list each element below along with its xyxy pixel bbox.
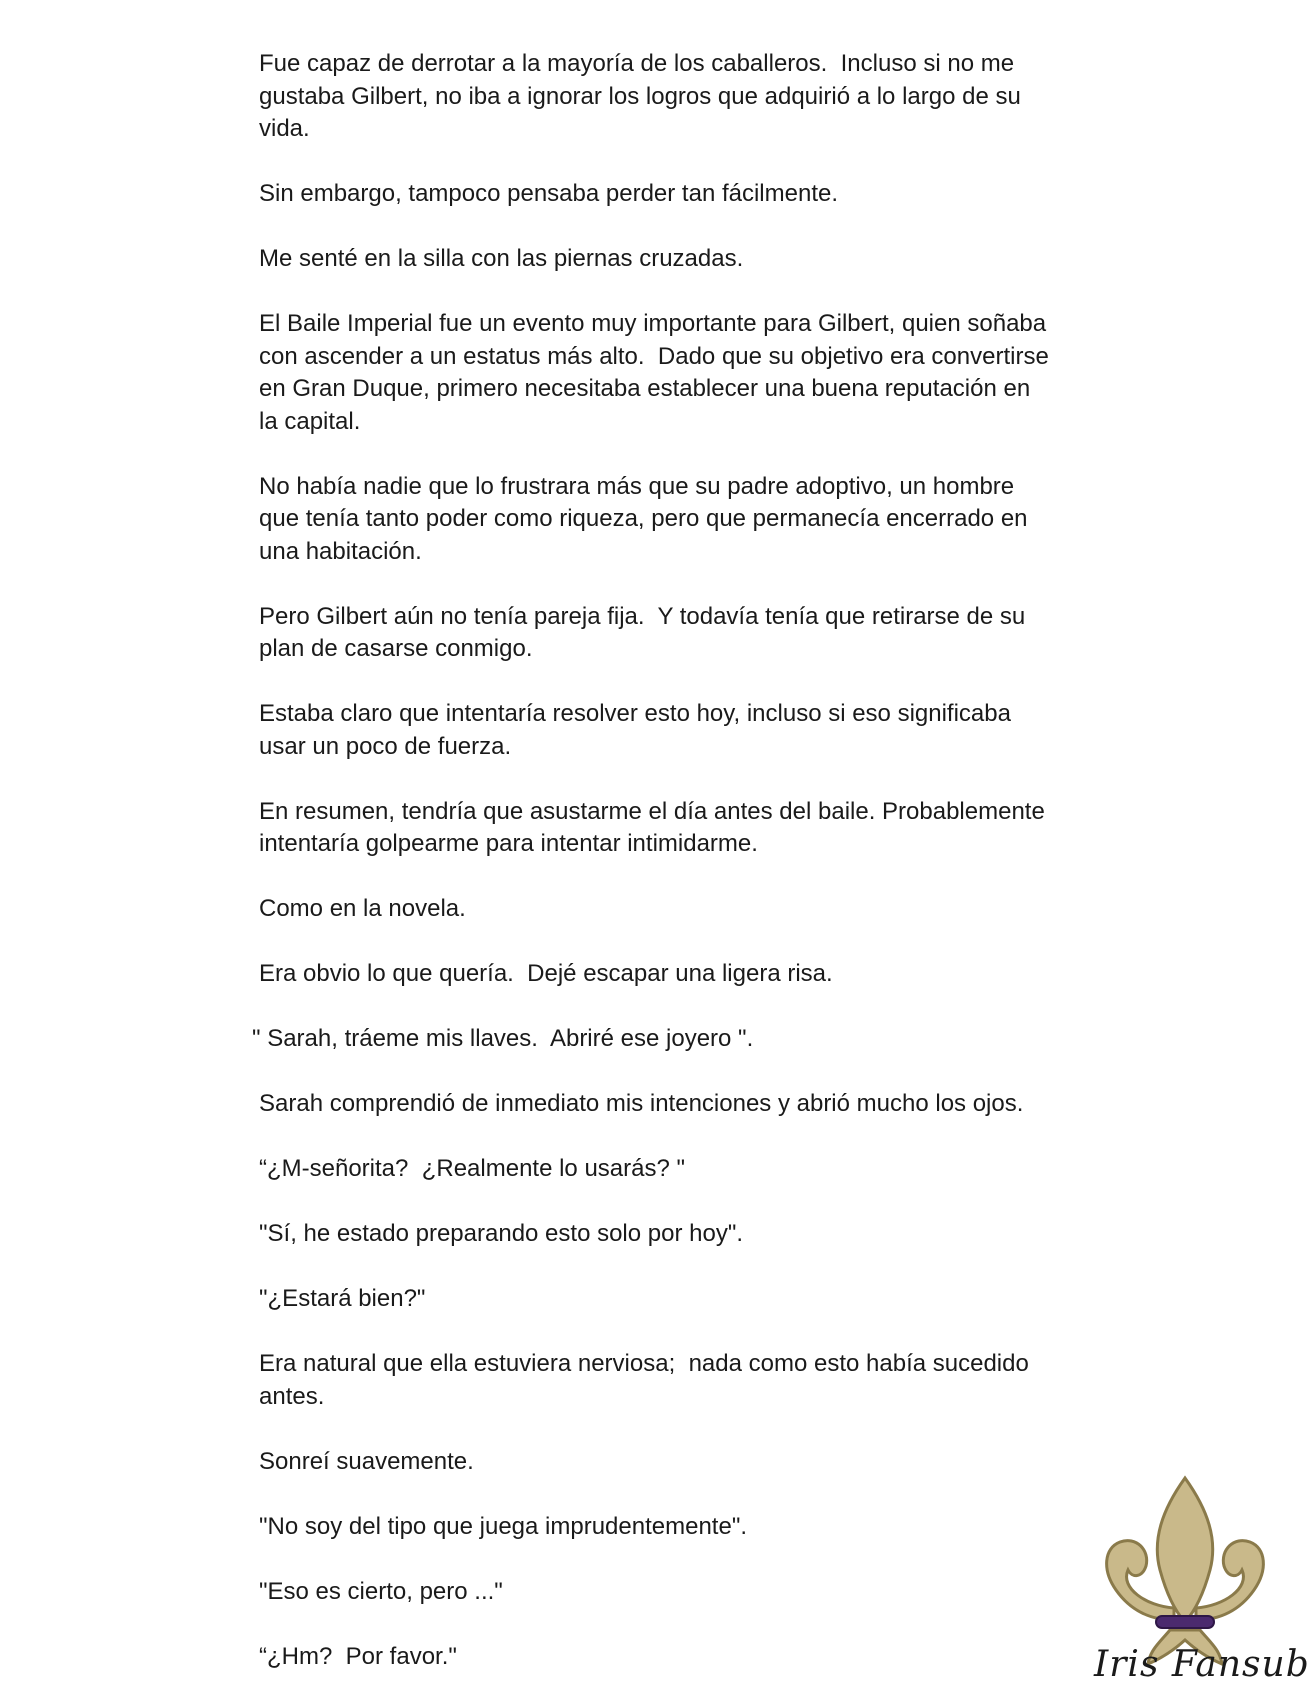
paragraph: "Sí, he estado preparando esto solo por hoy". [259, 1220, 744, 1247]
watermark-text: Iris Fansub [1094, 1644, 1310, 1685]
paragraph: "¿Estará bien?" [259, 1285, 426, 1312]
paragraph: No había nadie que lo frustrara más que su padre adoptivo, un hombre que tenía tanto poder como riqueza, pero que permanecía encerrado en una habitación. [259, 472, 1035, 565]
paragraph: Como en la novela. [259, 895, 466, 922]
paragraph: Era natural que ella estuviera nerviosa; nada como esto había sucedido antes. [259, 1350, 1036, 1410]
paragraph: Sin embargo, tampoco pensaba perder tan fácilmente. [259, 180, 839, 207]
paragraph: “¿Hm? Por favor." [259, 1642, 457, 1670]
paragraph: Fue capaz de derrotar a la mayoría de los caballeros. Incluso si no me gustaba Gilbert, no iba a ignorar los logros que adquirió a lo largo de su vida. [259, 50, 1028, 142]
paragraph: " Sarah, tráeme mis llaves. Abriré ese joyero ". [252, 1025, 754, 1052]
paragraph: Pero Gilbert aún no tenía pareja fija. Y todavía tenía que retirarse de su plan de casarse conmigo. [259, 602, 1032, 662]
paragraph: Sonreí suavemente. [259, 1447, 474, 1475]
paragraph: "Eso es cierto, pero ..." [259, 1577, 503, 1605]
paragraph: Me senté en la silla con las piernas cruzadas. [259, 245, 744, 272]
paragraph: "No soy del tipo que juega imprudentemente". [259, 1512, 748, 1540]
paragraph: Estaba claro que intentaría resolver esto hoy, incluso si eso significaba usar un poco de fuerza. [259, 700, 1018, 760]
document-body [252, 48, 1056, 1706]
paragraph: Era obvio lo que quería. Dejé escapar una ligera risa. [259, 960, 833, 987]
paragraph: En resumen, tendría que asustarme el día antes del baile. Probablemente intentaría golpearme para intentar intimidarme. [259, 797, 1052, 857]
paragraph: El Baile Imperial fue un evento muy importante para Gilbert, quien soñaba con ascender a un estatus más alto. Dado que su objetivo era convertirse en Gran Duque, primero necesitaba establecer una buena reputación en la capital. [259, 310, 1056, 435]
paragraph: Sarah comprendió de inmediato mis intenciones y abrió mucho los ojos. [259, 1090, 1024, 1117]
paragraph: “¿M-señorita? ¿Realmente lo usarás? " [259, 1155, 686, 1182]
